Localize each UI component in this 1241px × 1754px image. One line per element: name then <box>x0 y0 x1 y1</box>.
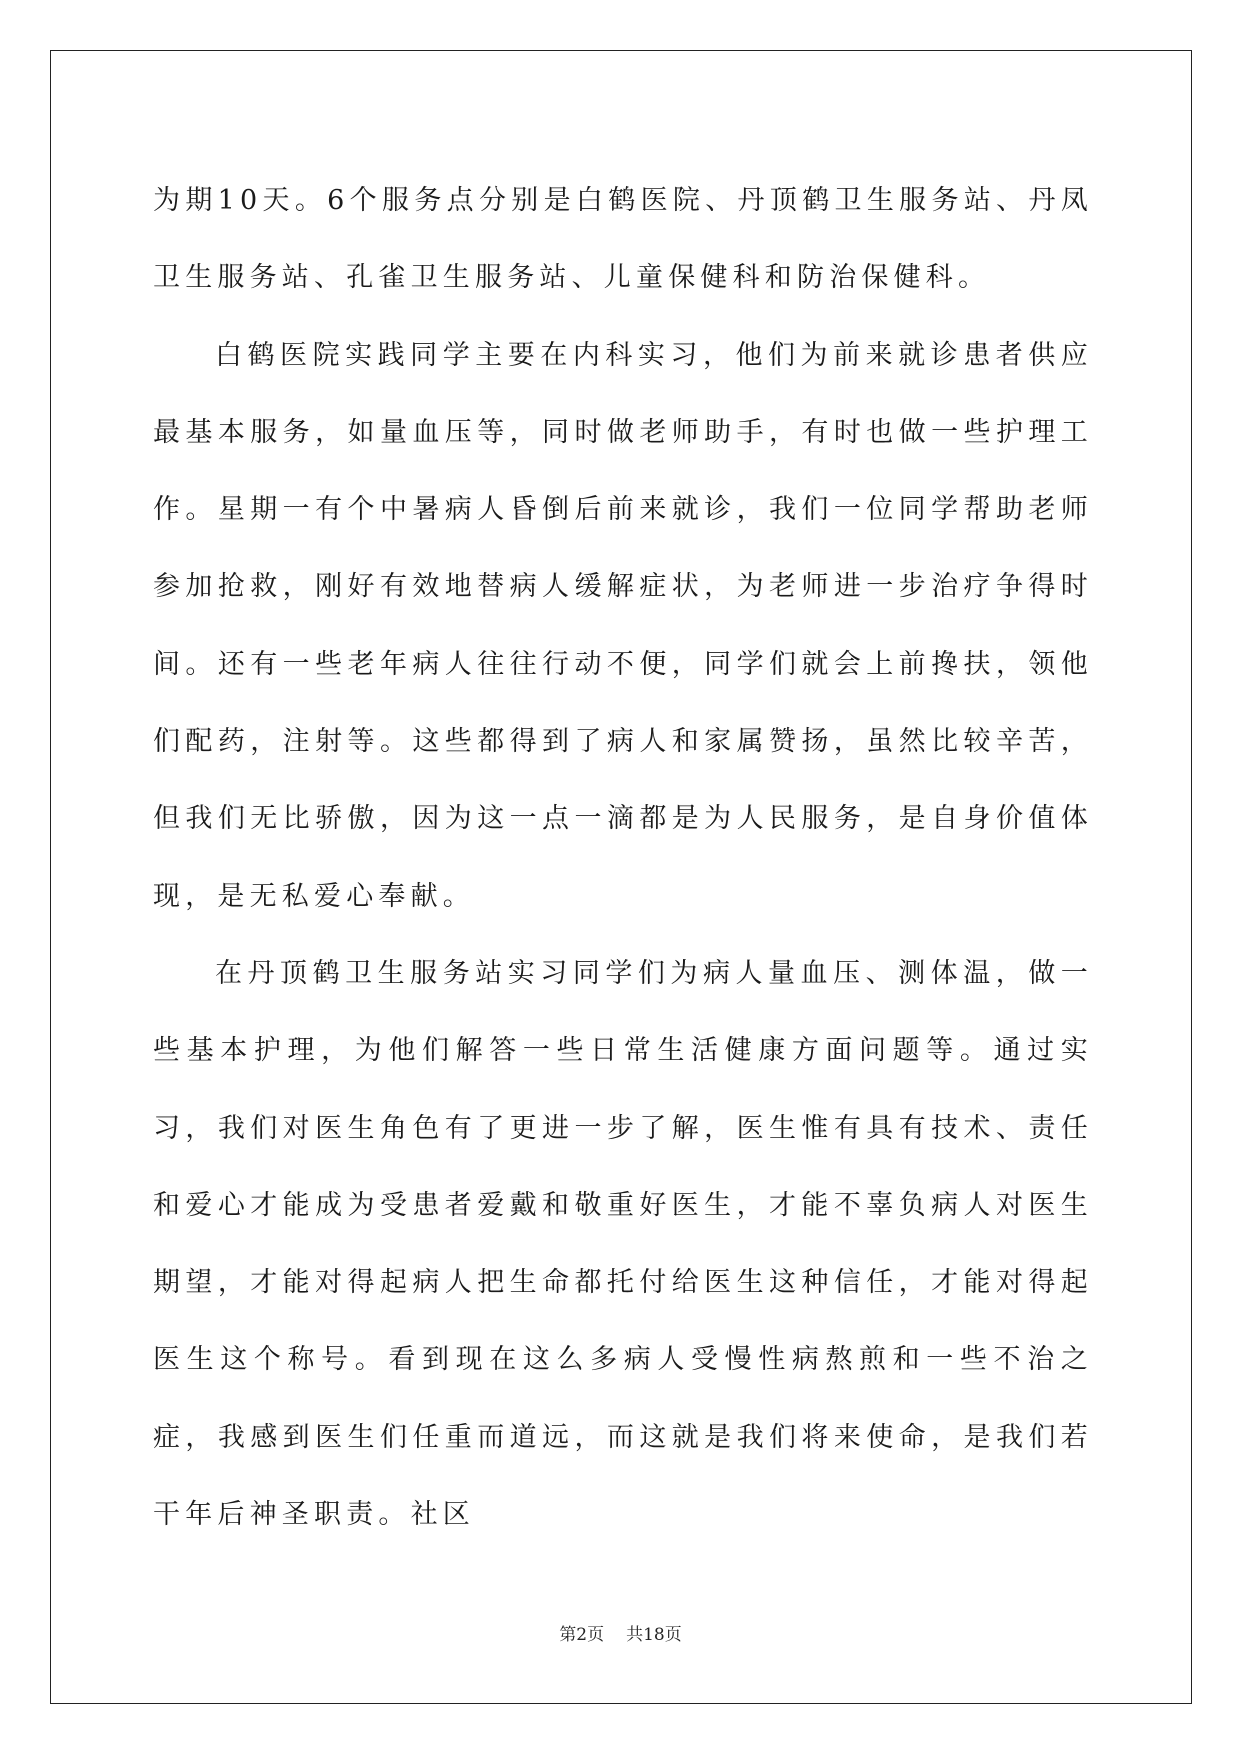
paragraph-3: 在丹顶鹤卫生服务站实习同学们为病人量血压、测体温，做一些基本护理，为他们解答一些日常生活健康方面问题等。通过实习，我们对医生角色有了更进一步了解，医生惟有具有技术、责任和爱心才能成为受患者爱戴和敬重好医生，才能不辜负病人对医生期望，才能对得起病人把生命都托付给医生这种信任，才能对得起医生这个称号。看到现在这么多病人受慢性病熬煎和一些不治之症，我感到医生们任重而道远，而这就是我们将来使命，是我们若干年后神圣职责。社区 <box>153 957 1093 1531</box>
page-number: 第2页 <box>559 1625 605 1645</box>
document-body <box>153 162 1093 1553</box>
page-footer <box>0 1620 1241 1645</box>
page-total: 共18页 <box>626 1625 682 1645</box>
paragraph-1: 为期10天。6个服务点分别是白鹤医院、丹顶鹤卫生服务站、丹凤卫生服务站、孔雀卫生服务站、儿童保健科和防治保健科。 <box>153 185 1093 294</box>
paragraph-2: 白鹤医院实践同学主要在内科实习，他们为前来就诊患者供应最基本服务，如量血压等，同时做老师助手，有时也做一些护理工作。星期一有个中暑病人昏倒后前来就诊，我们一位同学帮助老师参加抢救，刚好有效地替病人缓解症状，为老师进一步治疗争得时间。还有一些老年病人往往行动不便，同学们就会上前搀扶，领他们配药，注射等。这些都得到了病人和家属赞扬，虽然比较辛苦，但我们无比骄傲，因为这一点一滴都是为人民服务，是自身价值体现，是无私爱心奉献。 <box>153 339 1093 912</box>
